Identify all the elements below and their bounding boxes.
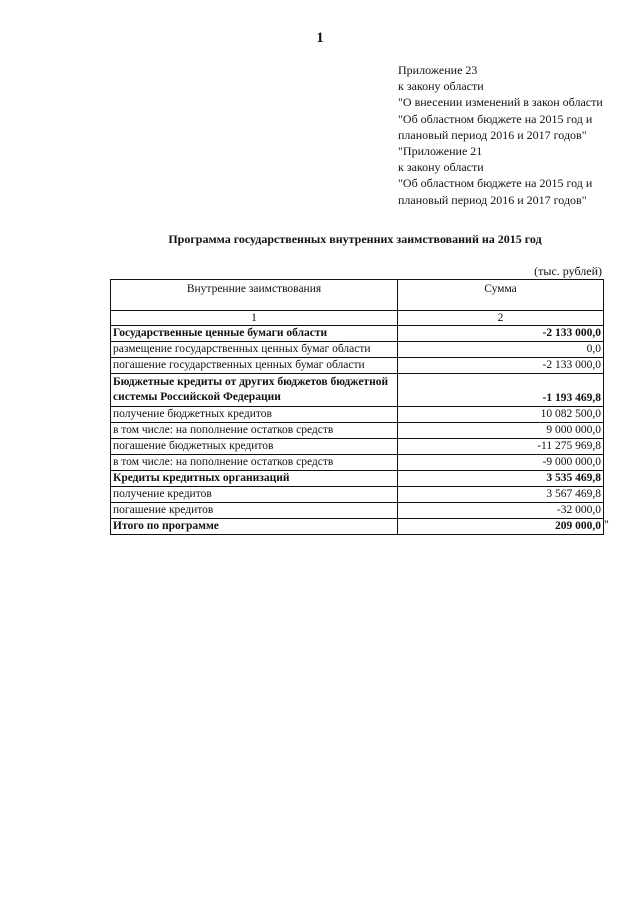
table-row bbox=[111, 423, 604, 439]
row-amount: -2 133 000,0 bbox=[398, 358, 604, 374]
column-number-row bbox=[111, 311, 604, 326]
column-header-amount: Сумма bbox=[398, 280, 604, 311]
row-label: получение бюджетных кредитов bbox=[111, 407, 398, 423]
appendix-line: Приложение 23 bbox=[398, 63, 478, 77]
appendix-line: плановый период 2016 и 2017 годов" bbox=[398, 192, 587, 207]
row-amount: -2 133 000,0 bbox=[398, 326, 604, 342]
row-label: Государственные ценные бумаги области bbox=[111, 326, 398, 342]
document-title: Программа государственных внутренних заимствований на 2015 год bbox=[168, 232, 542, 246]
appendix-line: к закону области bbox=[398, 79, 484, 94]
row-label: размещение государственных ценных бумаг области bbox=[111, 342, 398, 358]
borrowings-table bbox=[110, 279, 604, 535]
row-label: погашение кредитов bbox=[111, 503, 398, 519]
row-amount: -32 000,0 bbox=[398, 503, 604, 519]
appendix-line: "О внесении изменений в закон области bbox=[398, 95, 603, 110]
units-label: (тыс. рублей) bbox=[534, 264, 602, 278]
table-row bbox=[111, 471, 604, 487]
table-total-row bbox=[111, 519, 604, 535]
table-row bbox=[111, 487, 604, 503]
row-amount: 0,0 bbox=[398, 342, 604, 358]
row-amount: -11 275 969,8 bbox=[398, 439, 604, 455]
total-label: Итого по программе bbox=[111, 519, 398, 535]
row-amount: 3 535 469,8 bbox=[398, 471, 604, 487]
table-row bbox=[111, 326, 604, 342]
appendix-line: плановый период 2016 и 2017 годов" bbox=[398, 127, 587, 142]
table-row bbox=[111, 374, 604, 407]
row-amount: -9 000 000,0 bbox=[398, 455, 604, 471]
appendix-reference bbox=[398, 62, 634, 208]
row-label: Бюджетные кредиты от других бюджетов бюджетной системы Российской Федерации bbox=[111, 374, 398, 407]
column-number: 1 bbox=[111, 311, 398, 326]
row-label: получение кредитов bbox=[111, 487, 398, 503]
appendix-line: к закону области bbox=[398, 160, 484, 175]
appendix-line: "Приложение 21 bbox=[398, 143, 483, 158]
row-label: погашение государственных ценных бумаг области bbox=[111, 358, 398, 374]
table-row bbox=[111, 455, 604, 471]
table-header-row bbox=[111, 280, 604, 311]
closing-quote: " bbox=[604, 517, 609, 531]
column-header-borrowings: Внутренние заимствования bbox=[111, 280, 398, 311]
row-amount: 3 567 469,8 bbox=[398, 487, 604, 503]
appendix-line: "Об областном бюджете на 2015 год и bbox=[398, 176, 593, 191]
row-label: Кредиты кредитных организаций bbox=[111, 471, 398, 487]
page-number: 1 bbox=[316, 30, 324, 46]
table-row bbox=[111, 358, 604, 374]
total-amount: 209 000,0 bbox=[398, 519, 604, 535]
table-row bbox=[111, 439, 604, 455]
table-row bbox=[111, 407, 604, 423]
appendix-line: "Об областном бюджете на 2015 год и bbox=[398, 111, 593, 126]
table-row bbox=[111, 503, 604, 519]
row-amount: 10 082 500,0 bbox=[398, 407, 604, 423]
column-number: 2 bbox=[398, 311, 604, 326]
table-row bbox=[111, 342, 604, 358]
row-label: в том числе: на пополнение остатков средств bbox=[111, 455, 398, 471]
row-amount: -1 193 469,8 bbox=[398, 374, 604, 407]
row-label: погашение бюджетных кредитов bbox=[111, 439, 398, 455]
row-label: в том числе: на пополнение остатков средств bbox=[111, 423, 398, 439]
row-amount: 9 000 000,0 bbox=[398, 423, 604, 439]
